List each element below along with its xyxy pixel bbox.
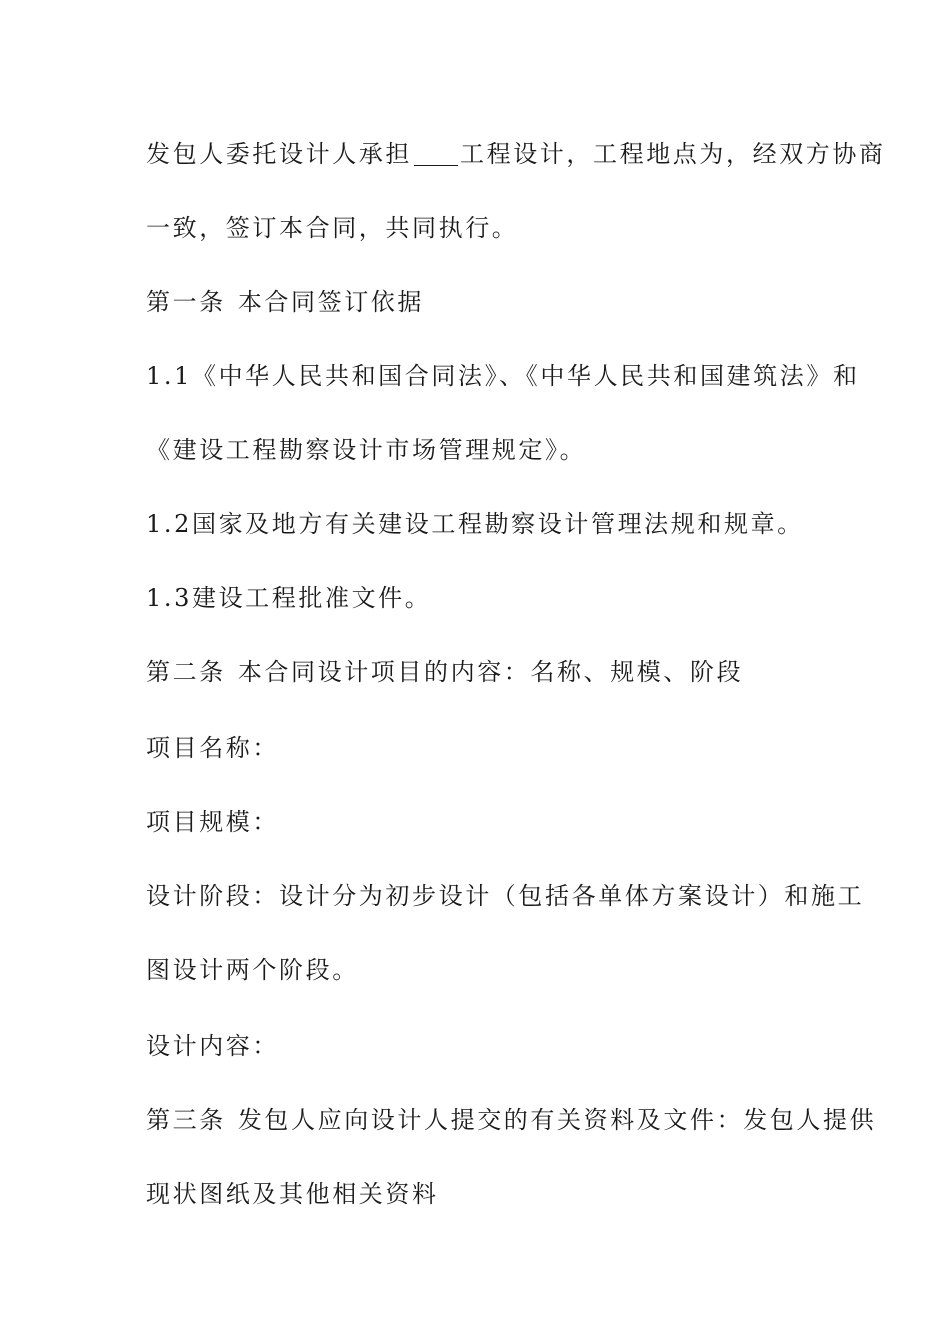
design-content-line: 设计内容： — [146, 1032, 279, 1060]
article-3-heading — [146, 1105, 876, 1135]
intro-paragraph — [146, 139, 886, 169]
article-2-heading — [146, 657, 743, 687]
article-1-number: 第一条 — [146, 288, 226, 316]
project-name-line: 项目名称： — [146, 734, 279, 762]
project-name-blank — [414, 141, 458, 166]
intro-text-part2: 工程设计，工程地点为，经双方协商 — [460, 140, 886, 168]
intro-text-part1: 发包人委托设计人承担 — [146, 140, 412, 168]
article-3-continued: 现状图纸及其他相关资料 — [146, 1180, 439, 1208]
project-scale-line: 项目规模： — [146, 808, 279, 836]
article-2-number: 第二条 — [146, 658, 226, 686]
article-3-number: 第三条 — [146, 1106, 226, 1134]
article-1-item-3: 1.3建设工程批准文件。 — [146, 584, 432, 612]
intro-paragraph-continued: 一致，签订本合同，共同执行。 — [146, 214, 519, 242]
article-3-title: 发包人应向设计人提交的有关资料及文件：发包人提供 — [237, 1106, 877, 1134]
design-stage-line: 设计阶段：设计分为初步设计（包括各单体方案设计）和施工 — [146, 882, 865, 910]
article-1-item-1: 1.1《中华人民共和国合同法》、《中华人民共和国建筑法》和 — [146, 362, 860, 390]
article-1-heading — [146, 287, 424, 317]
article-1-item-2: 1.2国家及地方有关建设工程勘察设计管理法规和规章。 — [146, 510, 804, 538]
article-2-title: 本合同设计项目的内容：名称、规模、阶段 — [237, 658, 744, 686]
design-stage-line-continued: 图设计两个阶段。 — [146, 956, 359, 984]
article-1-item-1-continued: 《建设工程勘察设计市场管理规定》。 — [146, 436, 587, 464]
article-1-title: 本合同签订依据 — [237, 288, 425, 316]
